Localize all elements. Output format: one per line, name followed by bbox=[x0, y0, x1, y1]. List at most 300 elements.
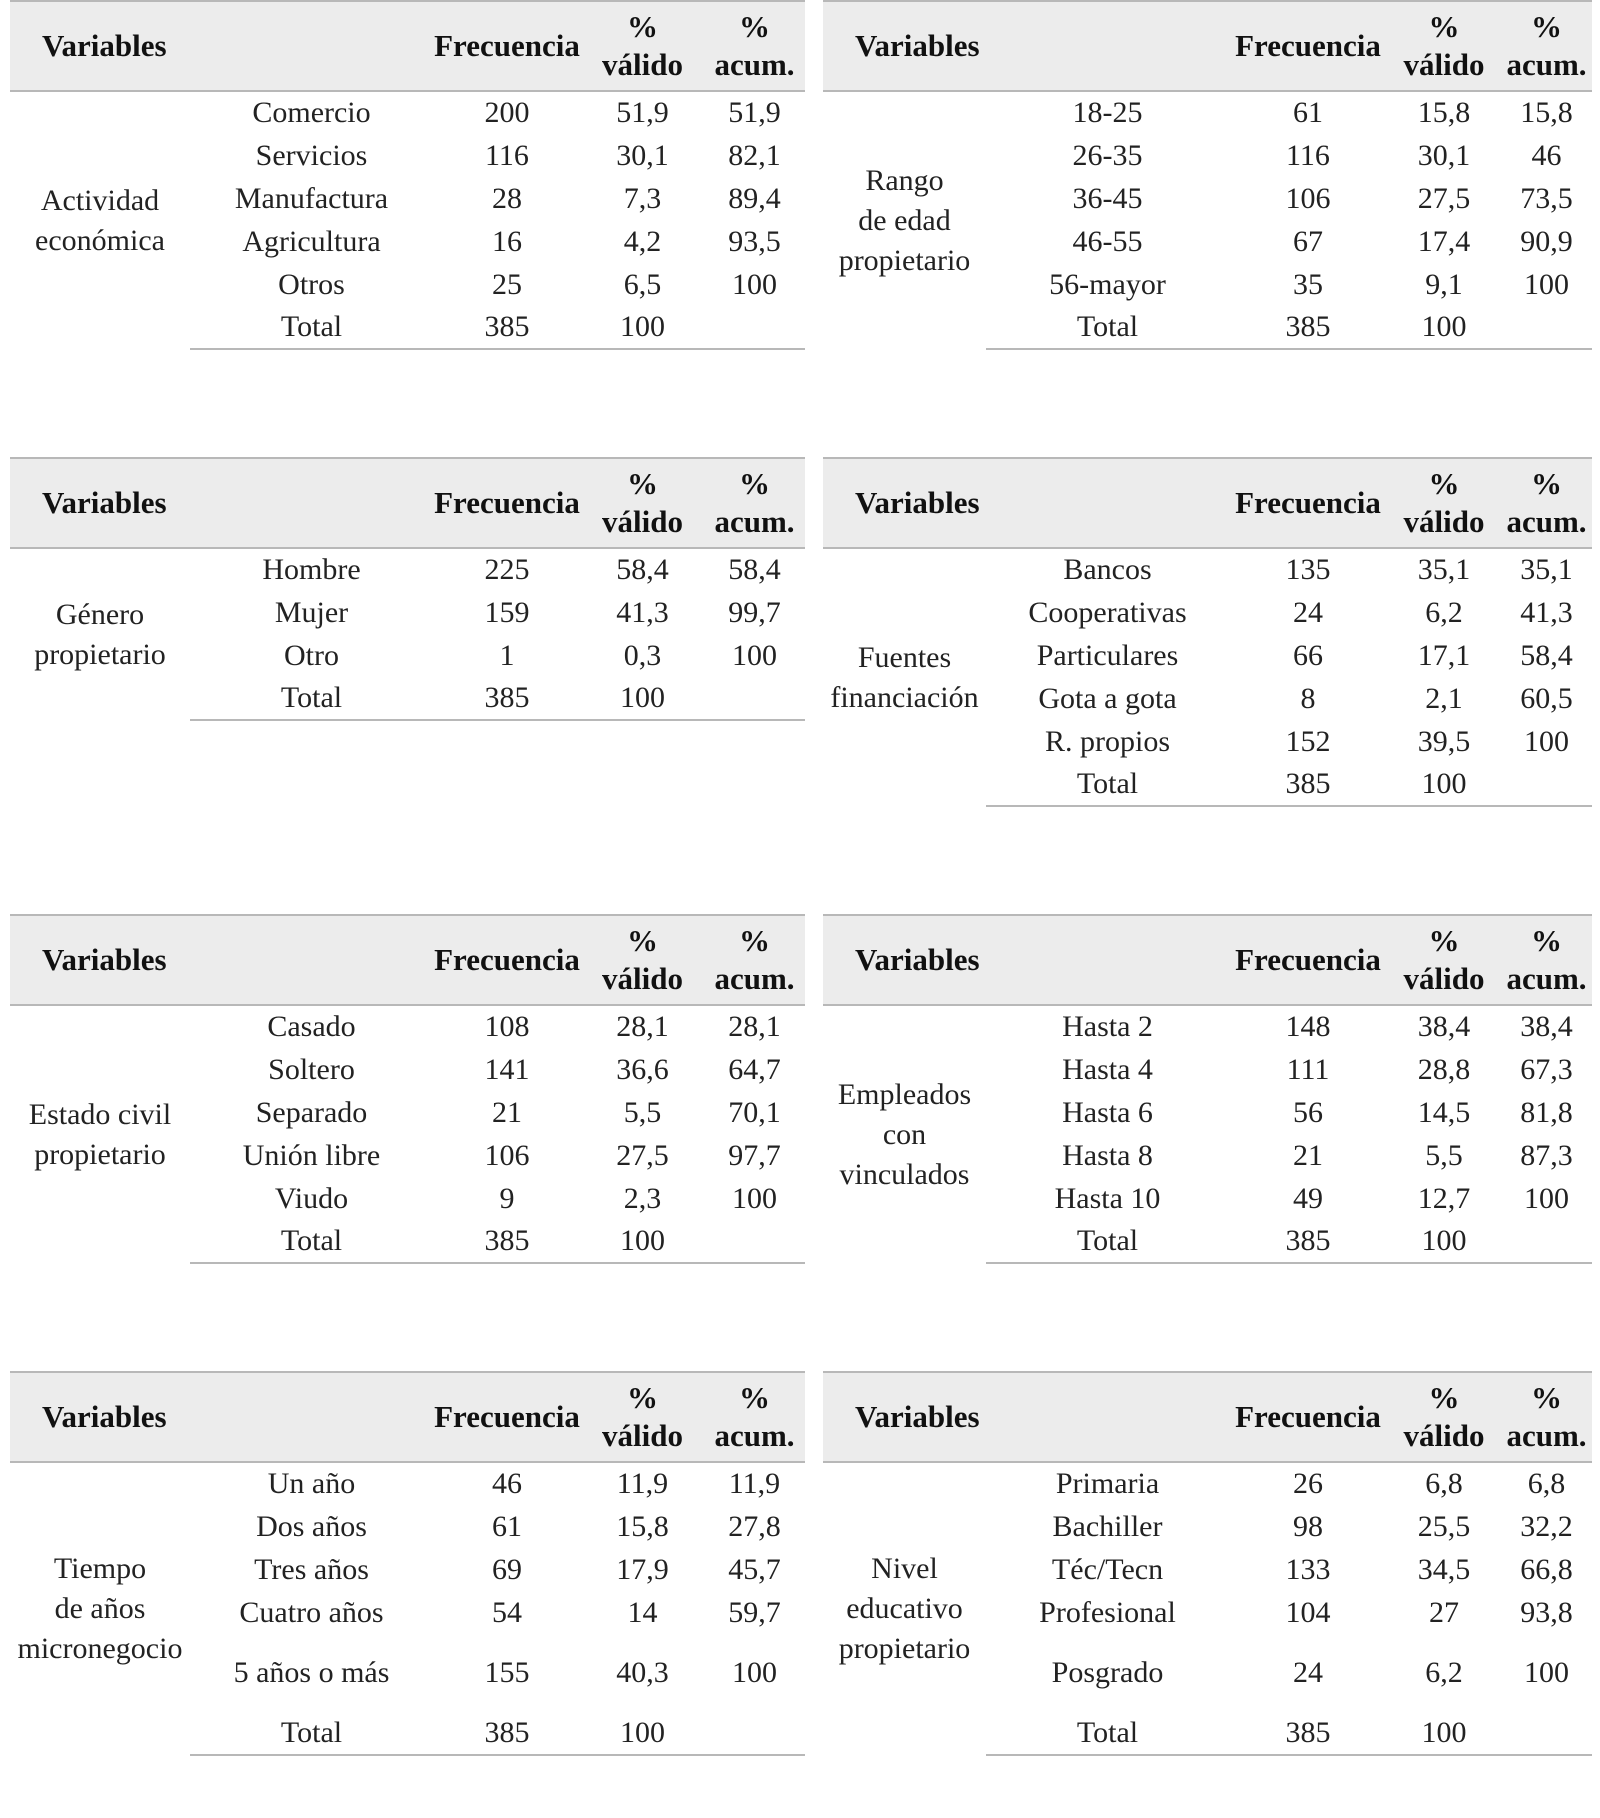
header-valido bbox=[1387, 458, 1501, 548]
header-frecuencia-text: Frecuencia bbox=[434, 1399, 580, 1434]
variable-name-line: micronegocio bbox=[17, 1632, 183, 1665]
valid-percent-cell: 27,5 bbox=[616, 1138, 669, 1172]
cumulative-percent-cell: 58,4 bbox=[728, 553, 781, 586]
cumulative-percent-cell bbox=[1501, 763, 1592, 806]
cumulative-percent-cell: 46 bbox=[1531, 138, 1562, 172]
frequency-cell: 155 bbox=[484, 1656, 530, 1689]
variable-name-line: económica bbox=[35, 223, 165, 257]
header-acum-text: % bbox=[739, 9, 770, 44]
valid-percent-cell: 38,4 bbox=[1417, 1010, 1471, 1043]
frequency-cell: 385 bbox=[433, 677, 581, 720]
frequency-cell: 385 bbox=[1229, 1220, 1387, 1263]
frequency-cell: 135 bbox=[1285, 553, 1331, 586]
valid-percent-cell: 100 bbox=[581, 306, 704, 349]
header-frecuencia-text: Frecuencia bbox=[1235, 1399, 1381, 1434]
category-cell: Bachiller bbox=[1052, 1509, 1163, 1543]
valid-percent-cell: 5,5 bbox=[623, 1095, 662, 1129]
category-cell: Total bbox=[986, 306, 1229, 349]
cumulative-percent-cell: 90,9 bbox=[1520, 224, 1573, 258]
cumulative-percent-cell: 35,1 bbox=[1520, 553, 1573, 586]
frequency-cell: 67 bbox=[1293, 224, 1323, 258]
frequency-cell: 69 bbox=[492, 1552, 522, 1586]
cumulative-percent-cell: 100 bbox=[1524, 1656, 1569, 1689]
table-header-row bbox=[823, 458, 1592, 548]
category-cell: Casado bbox=[267, 1010, 356, 1043]
category-cell: 56-mayor bbox=[1049, 267, 1166, 301]
table-header-row bbox=[10, 1, 805, 91]
variable-name bbox=[823, 1005, 986, 1263]
category-cell: Gota a gota bbox=[1038, 681, 1177, 715]
category-cell: Hombre bbox=[262, 553, 361, 586]
category-cell: 26-35 bbox=[1072, 138, 1143, 172]
header-frecuencia bbox=[433, 915, 581, 1005]
cumulative-percent-cell bbox=[704, 677, 805, 720]
category-cell: Primaria bbox=[1055, 1467, 1160, 1500]
header-variables bbox=[10, 458, 190, 548]
header-variables-text: Variables bbox=[855, 28, 980, 63]
category-cell: Soltero bbox=[268, 1052, 355, 1086]
frequency-cell: 61 bbox=[492, 1509, 522, 1543]
valid-percent-cell: 100 bbox=[581, 677, 704, 720]
frequency-cell: 385 bbox=[433, 1712, 581, 1755]
category-cell: Hasta 6 bbox=[1062, 1095, 1153, 1129]
table-row bbox=[823, 1462, 1592, 1505]
variable-name-line: de años bbox=[54, 1592, 146, 1625]
cumulative-percent-cell: 99,7 bbox=[728, 595, 781, 629]
category-cell: Manufactura bbox=[234, 181, 389, 215]
header-variables bbox=[823, 1372, 986, 1462]
category-cell: Unión libre bbox=[242, 1138, 381, 1172]
category-cell: Otro bbox=[284, 638, 339, 672]
header-valido bbox=[581, 1, 704, 91]
header-variables bbox=[823, 458, 986, 548]
category-cell: Total bbox=[190, 677, 433, 720]
header-acum bbox=[704, 1372, 805, 1462]
variable-name bbox=[823, 548, 986, 806]
frequency-cell: 28 bbox=[492, 181, 522, 215]
header-valido bbox=[1387, 1, 1501, 91]
header-category bbox=[986, 1, 1229, 91]
header-valido-text: válido bbox=[602, 504, 683, 539]
frequency-cell: 133 bbox=[1285, 1552, 1331, 1586]
valid-percent-cell: 100 bbox=[1387, 1712, 1501, 1755]
category-cell: Un año bbox=[267, 1467, 356, 1500]
variable-name-line: educativo bbox=[846, 1592, 963, 1625]
frequency-cell: 9 bbox=[499, 1181, 515, 1215]
cumulative-percent-cell: 51,9 bbox=[728, 96, 781, 129]
header-acum bbox=[1501, 915, 1592, 1005]
frequency-cell: 56 bbox=[1293, 1095, 1323, 1129]
cumulative-percent-cell: 93,5 bbox=[728, 224, 781, 258]
frequency-cell: 152 bbox=[1285, 724, 1331, 758]
header-acum-text: % bbox=[739, 466, 770, 501]
cumulative-percent-cell: 97,7 bbox=[728, 1138, 781, 1172]
header-variables bbox=[823, 1, 986, 91]
category-cell: Dos años bbox=[256, 1509, 367, 1543]
valid-percent-cell: 11,9 bbox=[616, 1467, 669, 1500]
variable-name bbox=[823, 91, 986, 349]
header-acum-text: % bbox=[1531, 1380, 1562, 1415]
cumulative-percent-cell: 81,8 bbox=[1520, 1095, 1573, 1129]
valid-percent-cell: 100 bbox=[581, 1712, 704, 1755]
cumulative-percent-cell: 27,8 bbox=[728, 1509, 781, 1543]
valid-percent-cell: 6,8 bbox=[1425, 1467, 1463, 1500]
cumulative-percent-cell: 45,7 bbox=[728, 1552, 781, 1586]
category-cell: Agricultura bbox=[242, 224, 381, 258]
variable-name bbox=[10, 1005, 190, 1263]
variable-name-line: con bbox=[882, 1117, 927, 1151]
frequency-cell: 111 bbox=[1286, 1052, 1330, 1086]
valid-percent-cell: 34,5 bbox=[1417, 1552, 1471, 1586]
header-valido-text: válido bbox=[1403, 961, 1485, 996]
category-cell: Hasta 10 bbox=[1054, 1181, 1161, 1215]
variable-name-line: Nivel bbox=[871, 1552, 938, 1585]
frequency-cell: 46 bbox=[492, 1467, 522, 1500]
header-variables-text: Variables bbox=[855, 942, 980, 977]
header-valido bbox=[1387, 1372, 1501, 1462]
valid-percent-cell: 17,4 bbox=[1417, 224, 1471, 258]
valid-percent-cell: 5,5 bbox=[1425, 1138, 1463, 1172]
cumulative-percent-cell: 93,8 bbox=[1520, 1595, 1573, 1629]
valid-percent-cell: 51,9 bbox=[616, 96, 669, 129]
category-cell: Hasta 4 bbox=[1062, 1052, 1153, 1086]
category-cell: R. propios bbox=[1044, 724, 1170, 758]
valid-percent-cell: 40,3 bbox=[616, 1656, 669, 1689]
category-cell: Tres años bbox=[254, 1552, 369, 1586]
header-valido-text: válido bbox=[602, 961, 683, 996]
header-frecuencia bbox=[433, 458, 581, 548]
frequency-cell: 25 bbox=[492, 267, 522, 301]
category-cell: Mujer bbox=[274, 595, 349, 629]
variable-name bbox=[823, 1462, 986, 1755]
frequency-cell: 16 bbox=[492, 224, 522, 258]
frequency-cell: 385 bbox=[433, 1220, 581, 1263]
cumulative-percent-cell: 11,9 bbox=[728, 1467, 781, 1500]
header-acum-text: acum. bbox=[1506, 504, 1587, 539]
header-acum bbox=[704, 458, 805, 548]
frequency-cell: 1 bbox=[499, 638, 515, 672]
valid-percent-cell: 6,2 bbox=[1425, 1656, 1463, 1689]
variable-name-line: propietario bbox=[34, 1137, 166, 1171]
header-frecuencia bbox=[433, 1, 581, 91]
header-valido-text: válido bbox=[1403, 47, 1485, 82]
category-cell: Total bbox=[190, 306, 433, 349]
variable-name-line: Rango bbox=[865, 163, 944, 197]
header-variables-text: Variables bbox=[855, 1399, 980, 1434]
header-acum bbox=[1501, 458, 1592, 548]
cumulative-percent-cell: 100 bbox=[1524, 267, 1569, 301]
header-acum bbox=[1501, 1372, 1592, 1462]
header-frecuencia bbox=[1229, 915, 1387, 1005]
header-variables-text: Variables bbox=[42, 28, 167, 63]
header-variables bbox=[10, 915, 190, 1005]
frequency-cell: 225 bbox=[484, 553, 530, 586]
table-header-row bbox=[823, 915, 1592, 1005]
category-cell: 36-45 bbox=[1072, 181, 1143, 215]
header-category bbox=[986, 458, 1229, 548]
header-valido bbox=[581, 915, 704, 1005]
variable-name bbox=[10, 1462, 190, 1755]
frequency-table bbox=[10, 914, 805, 1264]
cumulative-percent-cell: 100 bbox=[1524, 1181, 1569, 1215]
frequency-cell: 26 bbox=[1293, 1467, 1323, 1500]
valid-percent-cell: 7,3 bbox=[623, 181, 662, 215]
cumulative-percent-cell: 100 bbox=[1524, 724, 1569, 758]
variable-name-line: propietario bbox=[34, 637, 166, 671]
variable-name-line: propietario bbox=[838, 243, 971, 277]
cumulative-percent-cell bbox=[704, 1220, 805, 1263]
table-header-row bbox=[10, 915, 805, 1005]
header-acum-text: % bbox=[1531, 923, 1562, 958]
category-cell: Total bbox=[986, 1712, 1229, 1755]
cumulative-percent-cell: 6,8 bbox=[1527, 1467, 1566, 1500]
frequency-table bbox=[823, 914, 1592, 1264]
header-valido-text: % bbox=[1428, 466, 1460, 501]
header-category bbox=[190, 1, 433, 91]
valid-percent-cell: 17,9 bbox=[616, 1552, 669, 1586]
table-row bbox=[10, 1462, 805, 1505]
header-category bbox=[986, 1372, 1229, 1462]
header-valido-text: % bbox=[1428, 1380, 1460, 1415]
table-header-row bbox=[10, 458, 805, 548]
category-cell: Téc/Tecn bbox=[1051, 1552, 1164, 1586]
header-valido-text: % bbox=[627, 466, 658, 501]
header-frecuencia bbox=[433, 1372, 581, 1462]
category-cell: 5 años o más bbox=[233, 1656, 390, 1689]
category-cell: Separado bbox=[255, 1095, 368, 1129]
valid-percent-cell: 30,1 bbox=[1417, 138, 1471, 172]
frequency-cell: 35 bbox=[1293, 267, 1323, 301]
cumulative-percent-cell: 100 bbox=[732, 1181, 777, 1215]
header-acum-text: % bbox=[739, 1380, 770, 1415]
category-cell: Servicios bbox=[255, 138, 368, 172]
cumulative-percent-cell bbox=[1501, 306, 1592, 349]
header-acum-text: acum. bbox=[1506, 961, 1587, 996]
frequency-cell: 385 bbox=[433, 306, 581, 349]
cumulative-percent-cell: 32,2 bbox=[1520, 1509, 1573, 1543]
valid-percent-cell: 100 bbox=[1387, 763, 1501, 806]
variable-name-line: Empleados bbox=[837, 1077, 972, 1111]
header-valido-text: válido bbox=[602, 47, 683, 82]
frequency-cell: 141 bbox=[484, 1052, 530, 1086]
variable-name-line: Fuentes bbox=[857, 640, 952, 674]
header-valido bbox=[581, 1372, 704, 1462]
valid-percent-cell: 2,1 bbox=[1425, 681, 1463, 715]
header-frecuencia bbox=[1229, 1372, 1387, 1462]
header-frecuencia-text: Frecuencia bbox=[1235, 942, 1381, 977]
category-cell: Particulares bbox=[1036, 638, 1179, 672]
frequency-cell: 385 bbox=[1229, 763, 1387, 806]
frequency-cell: 108 bbox=[484, 1010, 530, 1043]
header-valido-text: válido bbox=[602, 1418, 683, 1453]
category-cell: Total bbox=[190, 1712, 433, 1755]
frequency-cell: 66 bbox=[1293, 638, 1323, 672]
valid-percent-cell: 28,1 bbox=[616, 1010, 669, 1043]
frequency-cell: 116 bbox=[485, 138, 529, 172]
table-row bbox=[823, 1005, 1592, 1048]
header-valido bbox=[581, 458, 704, 548]
valid-percent-cell: 28,8 bbox=[1417, 1052, 1471, 1086]
valid-percent-cell: 35,1 bbox=[1417, 553, 1471, 586]
category-cell: Total bbox=[986, 763, 1229, 806]
header-variables bbox=[823, 915, 986, 1005]
frequency-cell: 159 bbox=[484, 595, 530, 629]
valid-percent-cell: 0,3 bbox=[623, 638, 662, 672]
cumulative-percent-cell bbox=[704, 1712, 805, 1755]
cumulative-percent-cell: 28,1 bbox=[728, 1010, 781, 1043]
header-acum-text: % bbox=[739, 923, 770, 958]
valid-percent-cell: 14 bbox=[627, 1595, 658, 1629]
category-cell: Profesional bbox=[1039, 1595, 1176, 1629]
valid-percent-cell: 58,4 bbox=[616, 553, 669, 586]
frequency-cell: 385 bbox=[1229, 306, 1387, 349]
frequency-cell: 385 bbox=[1229, 1712, 1387, 1755]
valid-percent-cell: 36,6 bbox=[616, 1052, 669, 1086]
header-variables-text: Variables bbox=[42, 942, 167, 977]
table-row bbox=[10, 1005, 805, 1048]
category-cell: Cooperativas bbox=[1028, 595, 1187, 629]
header-valido-text: % bbox=[627, 923, 658, 958]
header-category bbox=[190, 1372, 433, 1462]
category-cell: Total bbox=[986, 1220, 1229, 1263]
header-valido-text: % bbox=[627, 9, 658, 44]
frequency-cell: 104 bbox=[1285, 1595, 1331, 1629]
frequency-cell: 24 bbox=[1293, 595, 1323, 629]
header-valido bbox=[1387, 915, 1501, 1005]
valid-percent-cell: 27,5 bbox=[1417, 181, 1471, 215]
category-cell: Bancos bbox=[1063, 553, 1152, 586]
frequency-cell: 106 bbox=[1285, 181, 1331, 215]
variable-name-line: Tiempo bbox=[53, 1552, 147, 1585]
header-variables-text: Variables bbox=[42, 1399, 167, 1434]
cumulative-percent-cell bbox=[1501, 1220, 1592, 1263]
header-valido-text: % bbox=[1428, 923, 1460, 958]
frequency-table bbox=[10, 0, 805, 350]
valid-percent-cell: 2,3 bbox=[623, 1181, 662, 1215]
category-cell: 18-25 bbox=[1072, 96, 1143, 129]
cumulative-percent-cell: 41,3 bbox=[1520, 595, 1573, 629]
cumulative-percent-cell: 64,7 bbox=[728, 1052, 781, 1086]
header-acum bbox=[704, 1, 805, 91]
header-acum bbox=[704, 915, 805, 1005]
header-frecuencia bbox=[1229, 1, 1387, 91]
category-cell: Comercio bbox=[252, 96, 371, 129]
table-header-row bbox=[823, 1, 1592, 91]
cumulative-percent-cell: 15,8 bbox=[1520, 96, 1573, 129]
valid-percent-cell: 100 bbox=[1387, 306, 1501, 349]
cumulative-percent-cell: 60,5 bbox=[1520, 681, 1573, 715]
cumulative-percent-cell: 59,7 bbox=[728, 1595, 781, 1629]
category-cell: 46-55 bbox=[1072, 224, 1143, 258]
frequency-cell: 61 bbox=[1293, 96, 1323, 129]
header-frecuencia-text: Frecuencia bbox=[1235, 485, 1381, 520]
variable-name-line: Actividad bbox=[40, 183, 160, 217]
frequency-cell: 200 bbox=[484, 96, 530, 129]
table-row bbox=[10, 548, 805, 591]
header-acum-text: acum. bbox=[714, 47, 795, 82]
valid-percent-cell: 100 bbox=[1387, 1220, 1501, 1263]
variable-name-line: de edad bbox=[858, 203, 951, 237]
category-cell: Hasta 2 bbox=[1062, 1010, 1153, 1043]
variable-name-line: propietario bbox=[838, 1632, 971, 1665]
header-category bbox=[190, 458, 433, 548]
frequency-cell: 49 bbox=[1293, 1181, 1323, 1215]
variable-name-line: Género bbox=[55, 597, 145, 631]
cumulative-percent-cell bbox=[1501, 1712, 1592, 1755]
valid-percent-cell: 39,5 bbox=[1417, 724, 1471, 758]
variable-name-line: financiación bbox=[830, 680, 979, 714]
cumulative-percent-cell: 73,5 bbox=[1520, 181, 1573, 215]
header-acum-text: acum. bbox=[1506, 47, 1587, 82]
valid-percent-cell: 15,8 bbox=[1417, 96, 1471, 129]
header-acum-text: % bbox=[1531, 466, 1562, 501]
header-frecuencia-text: Frecuencia bbox=[434, 485, 580, 520]
header-variables bbox=[10, 1372, 190, 1462]
header-acum bbox=[1501, 1, 1592, 91]
category-cell: Otros bbox=[278, 267, 345, 301]
cumulative-percent-cell: 87,3 bbox=[1520, 1138, 1573, 1172]
frequency-cell: 21 bbox=[1293, 1138, 1323, 1172]
table-row bbox=[10, 91, 805, 134]
valid-percent-cell: 25,5 bbox=[1417, 1509, 1471, 1543]
category-cell: Cuatro años bbox=[239, 1595, 384, 1629]
header-frecuencia-text: Frecuencia bbox=[434, 942, 580, 977]
header-acum-text: acum. bbox=[714, 504, 795, 539]
cumulative-percent-cell: 100 bbox=[732, 1656, 777, 1689]
frequency-cell: 24 bbox=[1293, 1656, 1323, 1689]
header-category bbox=[190, 915, 433, 1005]
category-cell: Viudo bbox=[274, 1181, 349, 1215]
cumulative-percent-cell: 82,1 bbox=[728, 138, 781, 172]
category-cell: Posgrado bbox=[1051, 1656, 1164, 1689]
frequency-cell: 148 bbox=[1285, 1010, 1331, 1043]
header-frecuencia-text: Frecuencia bbox=[434, 28, 580, 63]
cumulative-percent-cell: 58,4 bbox=[1520, 638, 1573, 672]
frequency-cell: 54 bbox=[492, 1595, 522, 1629]
frequency-cell: 98 bbox=[1293, 1509, 1323, 1543]
frequency-table bbox=[10, 1371, 805, 1756]
valid-percent-cell: 15,8 bbox=[616, 1509, 669, 1543]
valid-percent-cell: 41,3 bbox=[616, 595, 669, 629]
variable-name-line: vinculados bbox=[839, 1157, 970, 1191]
cumulative-percent-cell: 38,4 bbox=[1520, 1010, 1573, 1043]
valid-percent-cell: 9,1 bbox=[1425, 267, 1463, 301]
variable-name-line: Estado civil bbox=[28, 1097, 172, 1131]
header-variables-text: Variables bbox=[855, 485, 980, 520]
header-acum-text: acum. bbox=[1506, 1418, 1587, 1453]
frequency-cell: 106 bbox=[484, 1138, 530, 1172]
frequency-table bbox=[823, 457, 1592, 807]
header-category bbox=[986, 915, 1229, 1005]
cumulative-percent-cell: 67,3 bbox=[1520, 1052, 1573, 1086]
header-frecuencia-text: Frecuencia bbox=[1235, 28, 1381, 63]
header-valido-text: % bbox=[1428, 9, 1460, 44]
cumulative-percent-cell: 89,4 bbox=[728, 181, 781, 215]
valid-percent-cell: 100 bbox=[581, 1220, 704, 1263]
valid-percent-cell: 30,1 bbox=[616, 138, 669, 172]
header-acum-text: acum. bbox=[714, 1418, 795, 1453]
cumulative-percent-cell: 66,8 bbox=[1520, 1552, 1573, 1586]
frequency-cell: 8 bbox=[1300, 681, 1316, 715]
table-header-row bbox=[10, 1372, 805, 1462]
header-variables bbox=[10, 1, 190, 91]
variable-name bbox=[10, 91, 190, 349]
valid-percent-cell: 27 bbox=[1429, 1595, 1459, 1629]
valid-percent-cell: 17,1 bbox=[1417, 638, 1471, 672]
valid-percent-cell: 6,2 bbox=[1425, 595, 1463, 629]
category-cell: Hasta 8 bbox=[1062, 1138, 1153, 1172]
category-cell: Total bbox=[190, 1220, 433, 1263]
